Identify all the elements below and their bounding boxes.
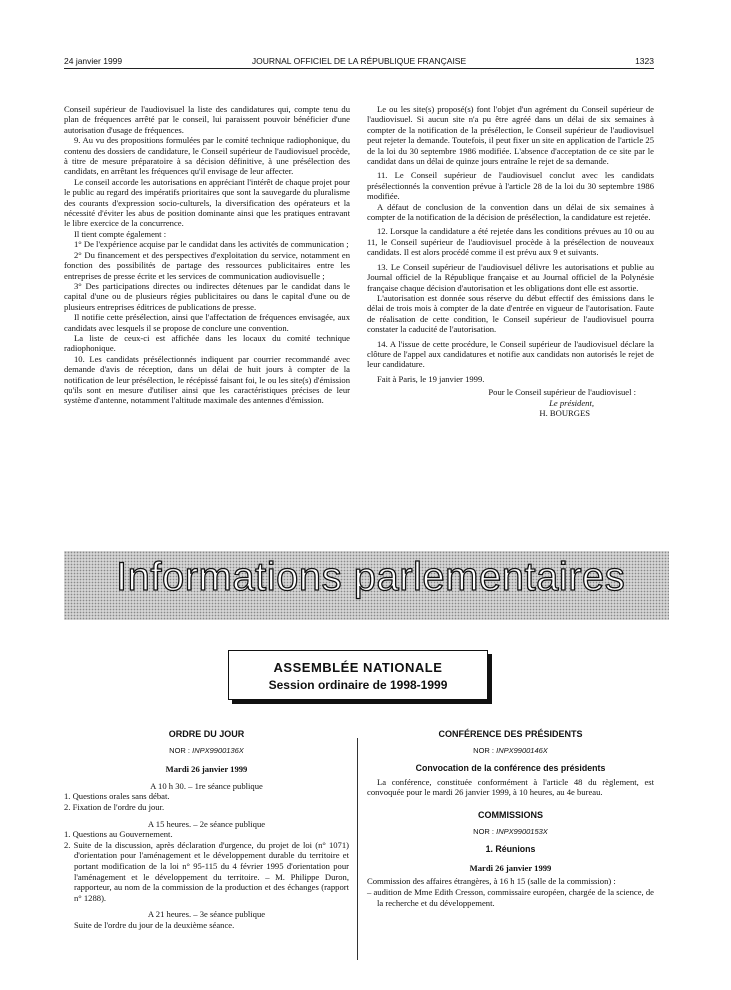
journal-title: JOURNAL OFFICIEL DE LA RÉPUBLIQUE FRANÇAISE xyxy=(251,56,467,66)
ordre-du-jour-section xyxy=(64,726,349,931)
seance-heading: A 15 heures. – 2e séance publique xyxy=(147,818,266,829)
paragraph: 10. Les candidats présélectionnés indiquent par courrier recommandé avec demande d'avis de réception, dans un délai de huit jours à compter de la notification de leur présélection, le récépissé faisant foi, le ou les site(s) d'émission qu'ils sont en mesure d'utiliser ainsi que les caractéristiques précises de leur système d'antenne, notamment l'altitude maximale des antennes d'émission. xyxy=(64,353,350,406)
conference-section xyxy=(367,726,654,908)
paragraph: L'autorisation est donnée sous réserve du début effectif des émissions dans le délai de trois mois à compter de la date d'entrée en vigueur de l'autorisation. Faute de réalisation de cette condition, le Conseil supérieur de l'audiovisuel pourra constater la caducité de l'autorisation. xyxy=(367,292,654,335)
paragraph: 11. Le Conseil supérieur de l'audiovisuel conclut avec les candidats présélectionnés la convention prévue à l'article 28 de la loi du 30 septembre 1986 modifiée. xyxy=(367,170,654,202)
paragraph: Le conseil accorde les autorisations en appréciant l'intérêt de chaque projet pour le public au regard des impératifs prioritaires que sont la sauvegarde du pluralisme des courants d'expression socio-culturels, la diversification des opérateurs et la nécessité d'éviter les abus de position dominante ainsi que les pratiques entravant le libre exercice de la concurrence. xyxy=(64,176,350,229)
subtitle: 1. Réunions xyxy=(485,844,536,855)
list-item: 1. Questions au Gouvernement. xyxy=(64,829,173,840)
signature-name: H. BOURGES xyxy=(539,407,590,418)
paragraph: 3° Des participations directes ou indirectes détenues par le candidat dans le capital d'une ou de plusieurs régies publicitaires ou dans le capital d'une ou de plusieurs entreprises éditrices de publications de presse. xyxy=(64,280,350,312)
nor-code: INPX9900153X xyxy=(496,826,548,836)
seance-heading: A 21 heures. – 3e séance publique xyxy=(147,909,266,920)
paragraph: 2° Du financement et des perspectives d'exploitation du service, notamment en fonction des possibilités de partage des ressources publicitaires entre les entreprises de presse écrite et les services de communication audiovisuelle ; xyxy=(64,249,350,281)
signature-block xyxy=(367,387,654,418)
list-item: 2. Fixation de l'ordre du jour. xyxy=(64,801,165,812)
page-number: 1323 xyxy=(635,56,654,66)
assembly-box xyxy=(228,650,488,700)
paragraph: 12. Lorsque la candidature a été rejetée dans les conditions prévues au 10 ou au 11, le Conseil supérieur de l'audiovisuel procède à la présélection de nouveaux candidats. Il est alors procédé comme il est prévu aux 9 et suivants. xyxy=(367,226,654,258)
paragraph: Suite de l'ordre du jour de la deuxième séance. xyxy=(74,919,235,930)
header-date: 24 janvier 1999 xyxy=(64,56,123,66)
paragraph: 14. A l'issue de cette procédure, le Conseil supérieur de l'audiovisuel déclare la clôture de l'appel aux candidatures et notifie aux candidats non autorisés le rejet de leur candidature. xyxy=(367,338,654,370)
subtitle: Convocation de la conférence des présidents xyxy=(415,763,606,774)
paragraph: Il tient compte également : xyxy=(74,228,167,239)
signature-for: Pour le Conseil supérieur de l'audiovisuel : xyxy=(488,387,636,398)
assembly-title: ASSEMBLÉE NATIONALE xyxy=(273,660,443,675)
paragraph: A défaut de conclusion de la convention dans un délai de six semaines à compter de la notification de la décision de présélection, la candidature est rejetée. xyxy=(367,201,654,223)
paragraph: 1° De l'expérience acquise par le candidat dans les activités de communication ; xyxy=(74,239,349,250)
signature-role: Le président, xyxy=(549,397,594,408)
section-title: CONFÉRENCE DES PRÉSIDENTS xyxy=(438,729,583,739)
left-text-column xyxy=(64,104,350,406)
nor-label: NOR : xyxy=(473,745,495,755)
nor-label: NOR : xyxy=(169,745,191,755)
right-text-column xyxy=(367,104,654,418)
header-rule xyxy=(64,68,654,69)
section-title: ORDRE DU JOUR xyxy=(168,729,245,739)
column-divider xyxy=(357,738,358,960)
list-item: 2. Suite de la discussion, après déclaration d'urgence, du projet de loi (n° 1071) d'orientation pour l'aménagement et le développement durable du territoire et portant modification de la loi n° 95-115 du 4 février 1995 d'orientation pour l'aménagement et le développement du territoire. – M. Philippe Duron, rapporteur, au nom de la commission de la production et des échanges (rapport n° 1288). xyxy=(64,839,349,903)
seance-heading: A 10 h 30. – 1re séance publique xyxy=(150,780,263,791)
paragraph: Il notifie cette présélection, ainsi que l'affectation de fréquences envisagée, aux candidats avec lesquels il se propose de conclure une convention. xyxy=(64,312,350,333)
day-heading: Mardi 26 janvier 1999 xyxy=(165,764,248,775)
paragraph: Commission des affaires étrangères, à 16 h 15 (salle de la commission) : xyxy=(367,876,616,887)
nor-reference xyxy=(367,827,654,838)
paragraph: Conseil supérieur de l'audiovisuel la liste des candidatures qui, compte tenu du plan de fréquences arrêté par le conseil, lui paraissent pouvoir bénéficier d'une autorisation d'usage de fréquences. xyxy=(64,104,350,135)
assembly-session: Session ordinaire de 1998-1999 xyxy=(268,678,448,692)
section-title: COMMISSIONS xyxy=(477,809,543,820)
paragraph: La liste de ceux-ci est affichée dans les locaux du comité technique radiophonique. xyxy=(64,332,350,354)
nor-code: INPX9900136X xyxy=(192,745,244,755)
paragraph: La conférence, constituée conformément à l'article 48 du règlement, est convoquée pour le mardi 26 janvier 1999, à 10 heures, au 4e bureau. xyxy=(367,776,654,798)
nor-reference xyxy=(367,746,654,757)
banner-title: Informations parlementaires xyxy=(116,555,626,599)
nor-reference xyxy=(64,746,349,757)
list-item: – audition de Mme Edith Cresson, commissaire européen, chargée de la science, de la recherche et du développement. xyxy=(367,886,654,908)
paragraph: 9. Au vu des propositions formulées par le comité technique radiophonique, du contenu des dossiers de candidature, le Conseil supérieur de l'audiovisuel procède, à titre de mesure préparatoire à sa décision définitive, à une présélection des candidats, en arrêtant les fréquences qu'il envisage de leur affecter. xyxy=(64,135,350,177)
paragraph: Le ou les site(s) proposé(s) font l'objet d'un agrément du Conseil supérieur de l'audiovisuel. Si aucun site n'a pu être agréé dans un délai de six semaines à compter de la notification de la présélection, le Conseil supérieur de l'audiovisuel peut rejeter la demande. Toutefois, il peut fixer un site en application de l'article 25 de la loi du 30 septembre 1986 modifiée. L'absence d'acceptation de ce site par le candidat dans un délai de quinze jours entraîne le rejet de sa demande. xyxy=(367,104,654,167)
paragraph: Fait à Paris, le 19 janvier 1999. xyxy=(377,373,485,384)
day-heading: Mardi 26 janvier 1999 xyxy=(469,862,552,873)
paragraph: 13. Le Conseil supérieur de l'audiovisuel délivre les autorisations et publie au Journal officiel de la République française et au Journal officiel de la Polynésie française chaque décision d'autorisation et les obligations dont elle est assortie. xyxy=(367,261,654,293)
list-item: 1. Questions orales sans débat. xyxy=(64,791,170,802)
nor-code: INPX9900146X xyxy=(496,745,548,755)
nor-label: NOR : xyxy=(473,826,495,836)
